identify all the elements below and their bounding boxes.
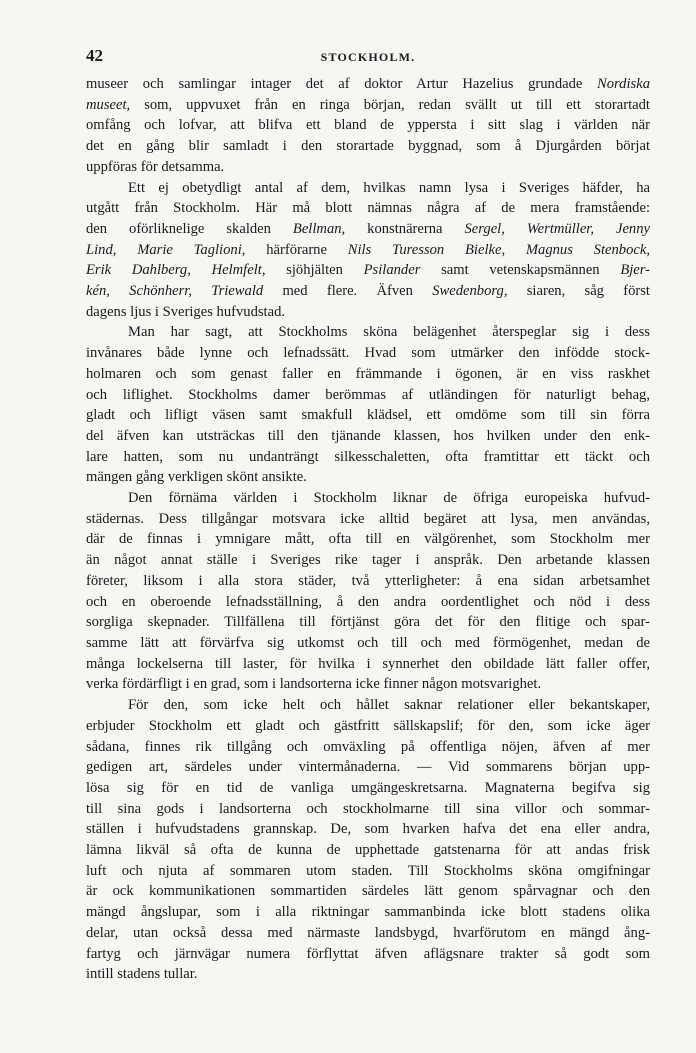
text-line <box>86 467 650 488</box>
italic-name: Nils Turesson Bielke, Magnus Stenbock, <box>347 241 650 258</box>
text-line <box>86 488 650 509</box>
text-line <box>86 136 650 157</box>
text-run: samme lätt att förvärfva sig utkomst och till och med förmögenhet, medan de <box>86 634 650 651</box>
text-run: mängd ångslupar, som i alla riktningar sammanbinda icke blott stadens olika <box>86 904 650 921</box>
text-run: samt vetenskapsmännen <box>420 262 621 279</box>
text-line <box>86 260 650 281</box>
text-line <box>86 778 650 799</box>
text-line <box>86 219 650 240</box>
text-run: delar, utan också dessa med närmaste landsbygd, hvarförutom en mängd ång- <box>86 924 650 941</box>
text-line <box>86 302 650 323</box>
text-line <box>86 198 650 219</box>
text-run: lämna likväl så ofta de kunna de upphettade gatstenarna för att andas frisk <box>86 842 650 859</box>
text-line <box>86 178 650 199</box>
italic-name: Sergel, Wertmüller, Jenny <box>464 220 650 237</box>
paragraph <box>86 74 650 178</box>
text-line <box>86 674 650 695</box>
text-run: siaren, såg först <box>507 283 650 300</box>
text-line <box>86 364 650 385</box>
text-line <box>86 881 650 902</box>
text-line <box>86 737 650 758</box>
text-line <box>86 115 650 136</box>
text-run: museer och samlingar intager det af doktor Artur Hazelius grundade <box>86 76 598 92</box>
text-run: fartyg och järnvägar numera förflyttat äfven aflägsnare trakter så godt som <box>86 945 650 962</box>
text-line <box>86 633 650 654</box>
text-run: företer, liksom i alla stora städer, två ytterligheter: å ena sidan arbetsamhet <box>86 572 650 589</box>
text-run: är ock kommunikationen sommartiden särdeles lätt genom spårvagnar och den <box>86 883 650 900</box>
text-run: Ett ej obetydligt antal af dem, hvilkas namn lysa i Sveriges häfder, ha <box>128 179 650 196</box>
text-line <box>86 281 650 302</box>
text-run: omfång och lofvar, att blifva ett bland de yppersta i sitt slag i världen när <box>86 117 650 134</box>
text-line <box>86 923 650 944</box>
text-line <box>86 654 650 675</box>
text-run: och liflighet. Stockholms damer berömmas af utländingen för naturligt behag, <box>86 386 650 403</box>
text-line <box>86 716 650 737</box>
text-line <box>86 95 650 116</box>
text-run: härförarne <box>245 241 348 258</box>
text-run: den oförliknelige skalden <box>86 220 293 237</box>
text-line <box>86 902 650 923</box>
text-line <box>86 447 650 468</box>
body-text <box>86 74 650 985</box>
text-run: verka fördärfligt i en grad, som i landsorterna icke finner någon motsvarighet. <box>86 676 542 693</box>
text-line <box>86 571 650 592</box>
text-run: gladt och lifligt väsen samt smakfull klädsel, ett omdöme som till sin förra <box>86 407 650 424</box>
text-run: mängen gång verkligen skönt ansikte. <box>86 469 307 486</box>
text-run: som, uppvuxet från en ringa början, redan svällt ut till ett storartadt <box>130 96 650 113</box>
text-run: uppföras för detsamma. <box>86 158 225 175</box>
text-run: Man har sagt, att Stockholms sköna belägenhet återspeglar sig i dess <box>128 324 650 341</box>
paragraph <box>86 178 650 323</box>
text-run: lösa sig för en tid de vanliga umgängeskretsarna. Magnaterna begifva sig <box>86 779 650 796</box>
text-run: sjöhjälten <box>265 262 364 279</box>
text-run: än något annat ställe i Sveriges rike tager i anspråk. Den arbetande klassen <box>86 552 650 569</box>
text-line <box>86 509 650 530</box>
text-line <box>86 343 650 364</box>
text-line <box>86 861 650 882</box>
text-line <box>86 74 650 95</box>
text-line <box>86 529 650 550</box>
page-number: 42 <box>86 46 103 65</box>
text-run: till sina gods i landsorterna och stockholmarne till sina villor och sommar- <box>86 800 650 817</box>
text-line <box>86 757 650 778</box>
italic-name: Lind, Marie Taglioni, <box>86 241 246 258</box>
text-run: med flere. Äfven <box>263 283 433 300</box>
text-line <box>86 550 650 571</box>
text-run: För den, som icke helt och hållet saknar relationer eller bekantskaper, <box>128 697 650 714</box>
text-run: sorgliga skepnader. Tillfällena till förtjänst göra det för den flitige och spar- <box>86 614 650 631</box>
text-line <box>86 944 650 965</box>
page-header <box>86 46 650 74</box>
text-line <box>86 695 650 716</box>
text-line <box>86 322 650 343</box>
italic-name: Bjer- <box>620 262 650 279</box>
text-line <box>86 799 650 820</box>
text-run: städernas. Dess tillgångar motsvara icke alltid begäret att lysa, men användas, <box>86 510 650 527</box>
text-run: del äfven kan utsträckas till den tjänande klassen, hos hvilken under den enk- <box>86 427 650 444</box>
italic-name: museet, <box>86 96 131 113</box>
italic-name: kén, Schönherr, Triewald <box>86 283 264 300</box>
text-run: där de finnas i ymnigare mått, ofta till en välgörenhet, som Stockholm mer <box>86 531 650 548</box>
text-run: sådana, finnes rik tillgång och omväxling på offentliga nöjen, äfven af mer <box>86 738 650 755</box>
text-line <box>86 840 650 861</box>
italic-name: Swedenborg, <box>432 283 508 300</box>
text-run: intill stadens tullar. <box>86 966 198 983</box>
text-run: Den förnäma världen i Stockholm liknar de öfriga europeiska hufvud- <box>128 490 650 507</box>
text-run: många lockelserna till laster, för hvilka i synnerhet den obildade lätt faller offer, <box>86 655 650 672</box>
text-run: konstnärerna <box>345 220 465 237</box>
text-run: invånares både lynne och lefnadssätt. Hvad som utmärker den infödde stock- <box>86 345 650 362</box>
text-line <box>86 385 650 406</box>
text-line <box>86 157 650 178</box>
italic-name: Psilander <box>363 262 421 279</box>
paragraph <box>86 322 650 488</box>
italic-name: Bellman, <box>292 220 346 237</box>
text-run: ställen i hufvudstadens grannskap. De, som hvarken hafva det ena eller andra, <box>86 821 650 838</box>
text-line <box>86 819 650 840</box>
text-run: erbjuder Stockholm ett gladt och gästfritt sällskapslif; för den, som icke äger <box>86 717 650 734</box>
text-run: gedigen art, särdeles under vintermånaderna. — Vid sommarens början upp- <box>86 759 650 776</box>
text-line <box>86 612 650 633</box>
paragraph <box>86 695 650 985</box>
text-run: utgått från Stockholm. Här må blott nämnas några af de mera framstående: <box>86 200 650 217</box>
text-run: holmaren och som genast faller en främmande i ögonen, är en viss raskhet <box>86 365 650 382</box>
book-page <box>86 46 650 985</box>
text-line <box>86 405 650 426</box>
text-run: och en oberoende lefnadsställning, å den andra oordentlighet och nöd i dess <box>86 593 650 610</box>
text-line <box>86 592 650 613</box>
text-run: lare hatten, som nu undanträngt silkesschaletten, ofta framtittar ett täckt och <box>86 448 650 465</box>
text-run: det en gång blir samladt i den storartade byggnad, som å Djurgården börjat <box>86 138 650 155</box>
text-line <box>86 964 650 985</box>
text-line <box>86 426 650 447</box>
paragraph <box>86 488 650 695</box>
italic-name: Nordiska <box>597 76 650 92</box>
text-line <box>86 240 650 261</box>
text-run: dagens ljus i Sveriges hufvudstad. <box>86 303 286 320</box>
text-run: luft och njuta af sommaren utom staden. Till Stockholms sköna omgifningar <box>86 862 650 879</box>
running-head: STOCKHOLM. <box>320 50 416 64</box>
italic-name: Erik Dahlberg, Helmfelt, <box>86 262 266 279</box>
